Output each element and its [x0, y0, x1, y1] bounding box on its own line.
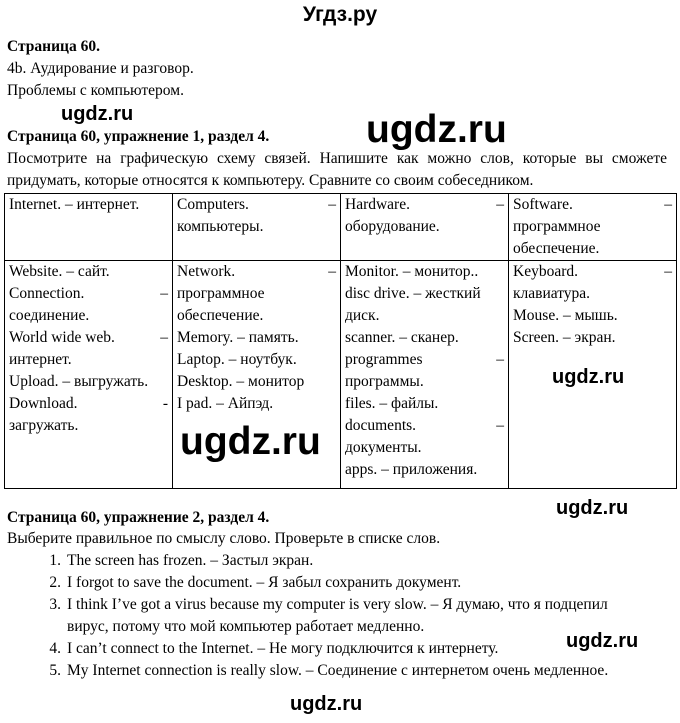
- cell-text: Keyboard.: [513, 263, 578, 280]
- cell-text: клавиатура.: [513, 285, 591, 302]
- item-text: The screen has frozen. – Застыл экран.: [67, 552, 314, 569]
- page-heading: Страница 60.: [7, 38, 100, 55]
- watermark: ugdz.ru: [552, 366, 625, 388]
- cell-text: Laptop. – ноутбук.: [177, 351, 297, 368]
- table-cell: [341, 261, 509, 489]
- watermark: ugdz.ru: [556, 497, 629, 519]
- dash: –: [664, 196, 672, 213]
- cell-text: Memory. – память.: [177, 329, 299, 346]
- cell-text: Software.: [513, 196, 573, 213]
- dash: –: [496, 417, 504, 434]
- cell-text: Hardware.: [345, 196, 410, 213]
- cell-text: Connection.: [9, 285, 85, 302]
- cell-text: disc drive. – жесткий: [345, 285, 481, 302]
- cell-text: I pad. – Айпэд.: [177, 395, 274, 412]
- watermark: ugdz.ru: [61, 103, 134, 125]
- word-map-table: [4, 193, 677, 489]
- cell-text: Upload. – выгружать.: [9, 373, 149, 390]
- exercise-1-instructions: Посмотрите на графическую схему связей. Напишите как можно слов, которые вы сможете придумать, которые относятся к компьютеру. Сравните со своим собеседником.: [7, 150, 667, 189]
- cell-text: programmes: [345, 351, 423, 368]
- item-text: My Internet connection is really slow. – Соединение с интернетом очень медленное.: [67, 662, 609, 679]
- cell-text: программы.: [345, 373, 424, 390]
- table-cell: [341, 194, 509, 261]
- cell-text: Internet. – интернет.: [9, 196, 140, 213]
- item-number: 2.: [49, 574, 61, 591]
- dash: –: [664, 263, 672, 280]
- exercise-2-instructions: Выберите правильное по смыслу слово. Проверьте в списке слов.: [7, 530, 441, 547]
- dash: –: [328, 196, 336, 213]
- cell-text: оборудование.: [345, 218, 440, 235]
- item-text: I can’t connect to the Internet. – Не могу подключится к интернету.: [67, 640, 499, 657]
- item-text: I think I’ve got a virus because my computer is very slow. – Я думаю, что я подцепил: [67, 596, 608, 613]
- table-row: [5, 194, 677, 261]
- table-cell: [5, 261, 173, 489]
- dash: –: [328, 263, 336, 280]
- dash: –: [496, 351, 504, 368]
- exercise-2-title: Страница 60, упражнение 2, раздел 4.: [7, 509, 270, 526]
- cell-text: documents.: [345, 417, 417, 434]
- cell-text: программное: [513, 218, 601, 235]
- dash: –: [496, 196, 504, 213]
- item-number: 4.: [49, 640, 61, 657]
- cell-text: компьютеры.: [177, 218, 264, 235]
- watermark: ugdz.ru: [290, 693, 363, 715]
- cell-text: обеспечение.: [513, 240, 600, 257]
- table-cell: [509, 194, 677, 261]
- cell-text: Screen. – экран.: [513, 329, 616, 346]
- answer-list: [7, 550, 677, 682]
- cell-text: документы.: [345, 439, 422, 456]
- cell-text: обеспечение.: [177, 307, 264, 324]
- cell-text: Computers.: [177, 196, 249, 213]
- cell-text: интернет.: [9, 351, 72, 368]
- watermark: ugdz.ru: [180, 420, 321, 463]
- dash: -: [162, 395, 168, 412]
- item-text: I forgot to save the document. – Я забыл сохранить документ.: [67, 574, 462, 591]
- cell-text: Mouse. – мышь.: [513, 307, 618, 324]
- cell-text: Monitor. – монитор..: [345, 263, 479, 280]
- list-item: [7, 550, 677, 572]
- watermark: ugdz.ru: [366, 108, 507, 151]
- list-item: [7, 572, 677, 594]
- cell-text: загружать.: [9, 417, 79, 434]
- item-number: 5.: [49, 662, 61, 679]
- item-number: 1.: [49, 552, 61, 569]
- cell-text: scanner. – сканер.: [345, 329, 459, 346]
- cell-text: Download.: [9, 395, 78, 412]
- cell-text: apps. – приложения.: [345, 461, 478, 478]
- item-text: вирус, потому что мой компьютер работает медленно.: [67, 618, 425, 635]
- list-item: [7, 660, 677, 682]
- exercise-1-title: Страница 60, упражнение 1, раздел 4.: [7, 128, 270, 145]
- topic-heading: Проблемы с компьютером.: [7, 82, 184, 99]
- cell-text: программное: [177, 285, 265, 302]
- cell-text: Website. – сайт.: [9, 263, 110, 280]
- cell-text: files. – файлы.: [345, 395, 439, 412]
- unit-heading: 4b. Аудирование и разговор.: [7, 60, 194, 77]
- cell-text: Network.: [177, 263, 236, 280]
- cell-text: World wide web.: [9, 329, 115, 346]
- list-item: [7, 594, 677, 616]
- table-cell: [173, 194, 341, 261]
- cell-text: диск.: [345, 307, 380, 324]
- table-cell: [5, 194, 173, 261]
- dash: –: [160, 329, 168, 346]
- item-number: 3.: [49, 596, 61, 613]
- dash: –: [160, 285, 168, 302]
- cell-text: соединение.: [9, 307, 90, 324]
- cell-text: Desktop. – монитор: [177, 373, 305, 390]
- site-title: Угдз.ру: [302, 3, 378, 26]
- watermark: ugdz.ru: [566, 630, 639, 652]
